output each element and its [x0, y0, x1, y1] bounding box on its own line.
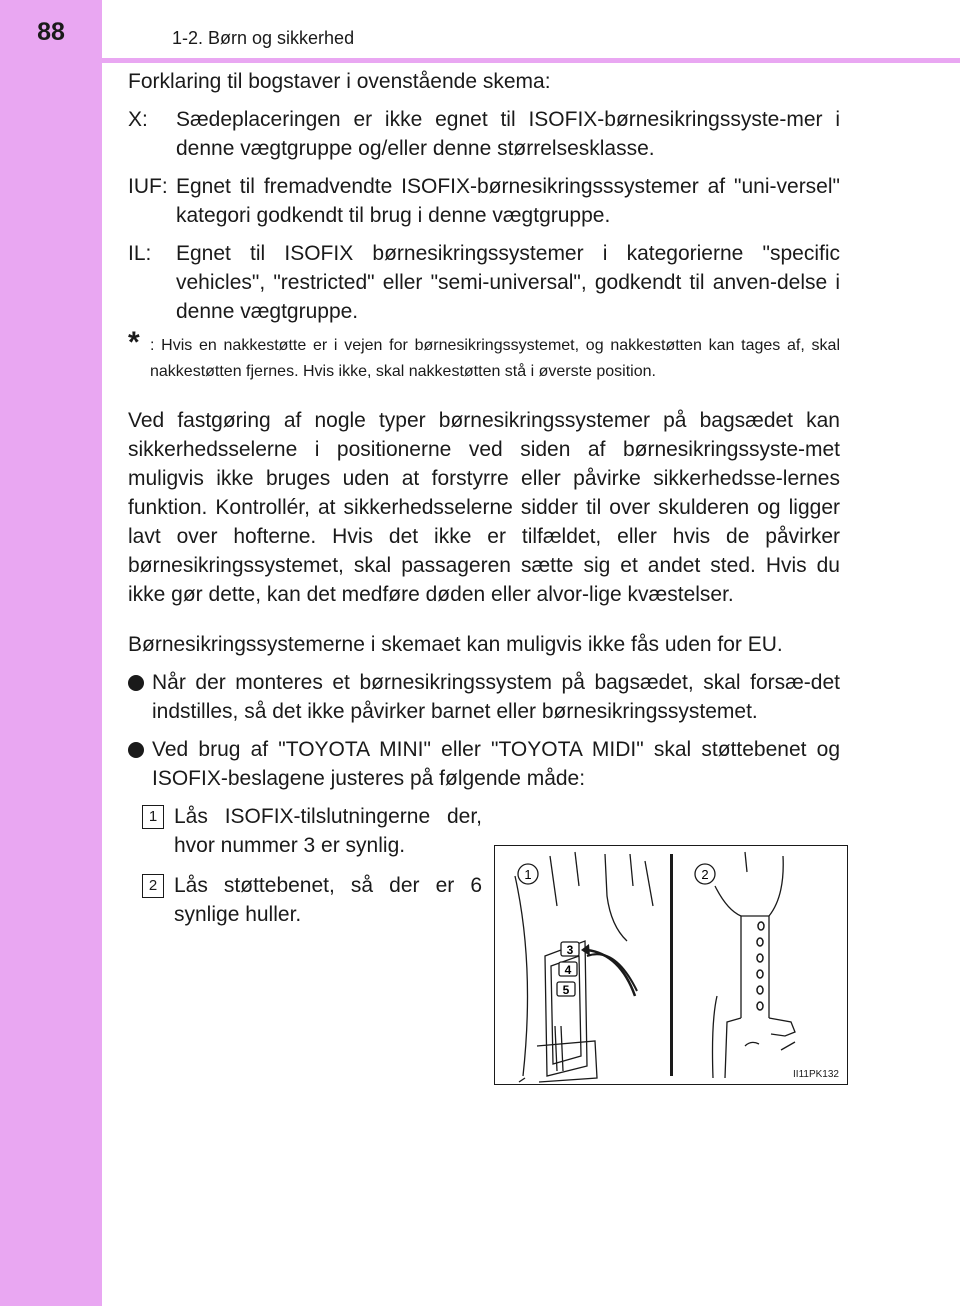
- page-number: 88: [37, 18, 65, 46]
- intro-text: Forklaring til bogstaver i ovenstående skema:: [128, 70, 551, 93]
- footnote-text: : Hvis en nakkestøtte er i vejen for børnesikringssystemet, og nakkestøtten kan tages af, skal nakkestøtten fjernes. Hvis ikke, skal nakkestøtten stå i øverste position.: [150, 337, 840, 380]
- definition-text: Egnet til ISOFIX børnesikringssystemer i kategorierne "specific vehicles", "restricted" eller "semi-universal", godkendt til anven-delse i denne vægtgruppe.: [176, 242, 840, 323]
- definition-il: [128, 239, 840, 326]
- bullet-dot-icon: [128, 675, 144, 691]
- step-list: [142, 802, 482, 929]
- svg-text:4: 4: [564, 963, 572, 977]
- footnote-marker: *: [128, 326, 140, 359]
- svg-text:2: 2: [701, 867, 709, 882]
- section-title: 1-2. Børn og sikkerhed: [172, 28, 355, 48]
- definition-iuf: [128, 172, 840, 230]
- definition-key: X:: [128, 108, 148, 131]
- bullet-text: Ved brug af "TOYOTA MINI" eller "TOYOTA MIDI" skal støttebenet og ISOFIX-beslagene justeres på følgende måde:: [152, 738, 840, 790]
- step-number: 1: [142, 805, 164, 829]
- definition-text: Egnet til fremadvendte ISOFIX-børnesikringsssystemer af "uni-versel" kategori godkendt til brug i denne vægtgruppe.: [176, 175, 840, 227]
- step-text: Lås støttebenet, så der er 6 synlige huller.: [174, 874, 482, 926]
- bullet-item: [128, 735, 840, 793]
- bullet-item: [128, 668, 840, 726]
- figure-code: II11PK132: [793, 1069, 839, 1080]
- body-paragraph: Børnesikringssystemerne i skemaet kan muligvis ikke fås uden for EU.: [128, 633, 783, 656]
- step-item: [142, 871, 482, 929]
- support-leg-holes: [757, 922, 764, 1010]
- step-text: Lås ISOFIX-tilslutningerne der, hvor nummer 3 er synlig.: [174, 805, 482, 857]
- figure-divider: [670, 854, 673, 1076]
- definition-text: Sædeplaceringen er ikke egnet til ISOFIX-børnesikringssyste-mer i denne vægtgruppe og/eller denne størrelsesklasse.: [176, 108, 840, 160]
- body-paragraph: Ved fastgøring af nogle typer børnesikringssystemer på bagsædet kan sikkerhedsselerne i positionerne ved siden af børnesikringssyste-met muligvis ikke bruges uden at forstyrre eller påvirke sikkerhedsse-lernes funktion. Kontrollér, at sikkerhedsselerne sidder til over skulderen og ligger lavt over hofterne. Hvis det ikke er tilfældet, eller hvis de påvirker børnesikringssystemet, skal passageren sætte sig et andet sted. Hvis du ikke gør dette, kan det medføre døden eller alvor-lige kvæstelser.: [128, 409, 840, 606]
- side-band: [0, 0, 102, 1306]
- main-content: [128, 67, 840, 940]
- svg-text:3: 3: [566, 943, 574, 957]
- step-item: [142, 802, 482, 860]
- isofix-illustration: [494, 845, 848, 1085]
- definition-x: [128, 105, 840, 163]
- definition-key: IUF:: [128, 175, 168, 198]
- svg-text:1: 1: [524, 867, 532, 882]
- header-rule: [102, 58, 960, 63]
- bullet-text: Når der monteres et børnesikringssystem på bagsædet, skal forsæ-det indstilles, så det ikke påvirker barnet eller børnesikringssystemet.: [152, 671, 840, 723]
- definition-key: IL:: [128, 242, 152, 265]
- svg-text:5: 5: [562, 983, 570, 997]
- bullet-dot-icon: [128, 742, 144, 758]
- footnote: [128, 326, 840, 385]
- step-number: 2: [142, 874, 164, 898]
